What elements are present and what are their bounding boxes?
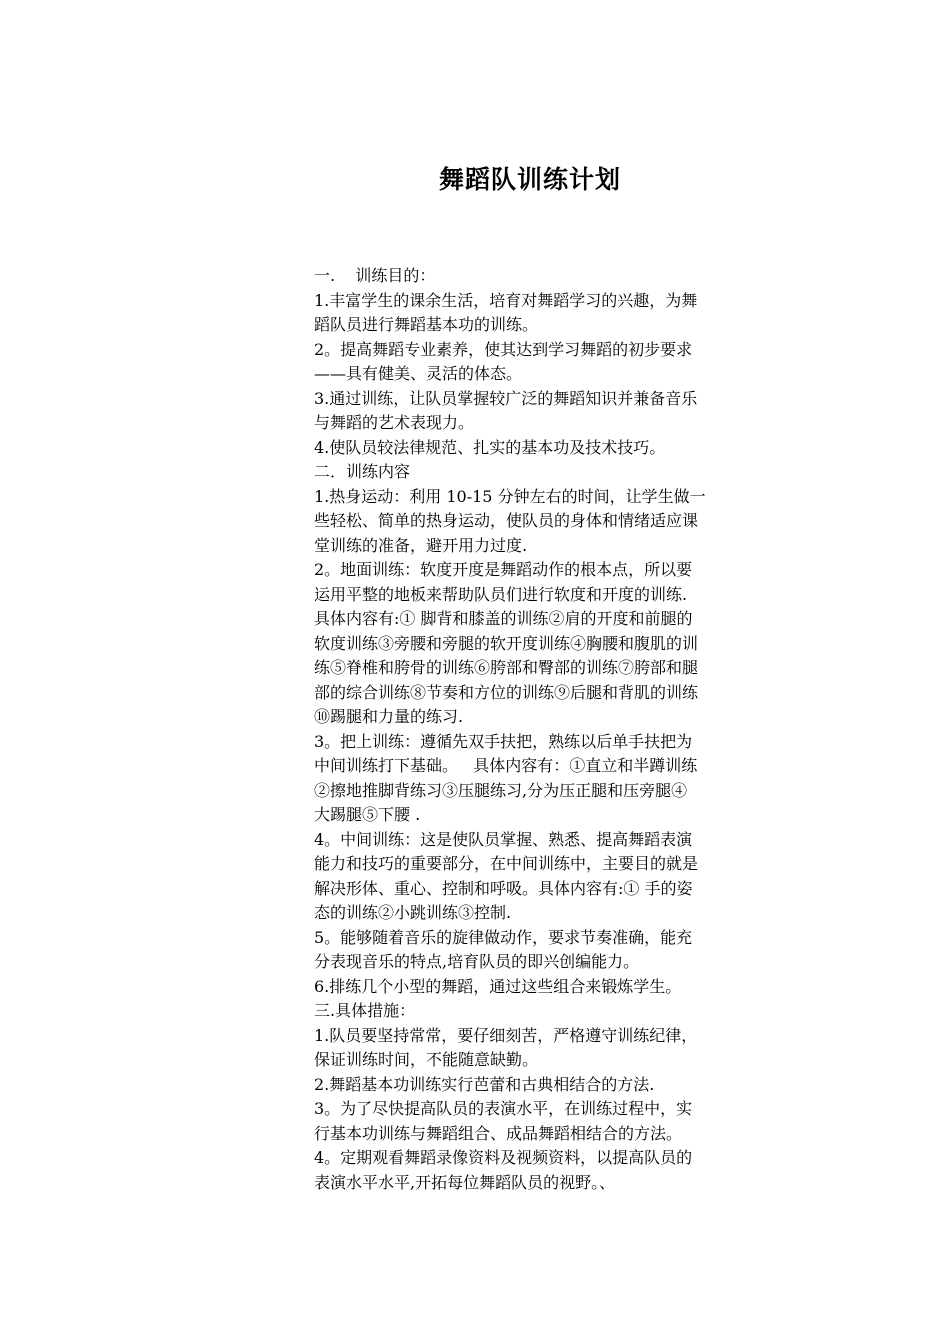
text-line: ⑩踢腿和力量的练习. (314, 707, 464, 726)
document-body (314, 264, 780, 1195)
text-line: 大踢腿⑤下腰 . (314, 805, 421, 824)
text-line: 5。能够随着音乐的旋律做动作，要求节奏准确，能充 (314, 927, 693, 947)
text-line: 3。为了尽快提高队员的表演水平，在训练过程中，实 (314, 1099, 693, 1118)
text-line: 运用平整的地板来帮助队员们进行软度和开度的训练. (314, 584, 688, 604)
text-line: ——具有健美、灵活的体态。 (314, 364, 523, 383)
text-line: 些轻松、简单的热身运动，使队员的身体和情绪适应课 (314, 511, 699, 530)
text-line: 三.具体措施： (314, 1001, 416, 1020)
text-line: 2。提高舞蹈专业素养，使其达到学习舞蹈的初步要求 (314, 339, 693, 359)
text-line: 解决形体、重心、控制和呼吸。具体内容有:① 手的姿 (314, 878, 693, 898)
text-line: 4。定期观看舞蹈录像资料及视频资料，以提高队员的 (314, 1148, 693, 1167)
text-line: 软度训练③旁腰和旁腿的软开度训练④胸腰和腹肌的训 (314, 633, 699, 653)
text-line: 部的综合训练⑧节奏和方位的训练⑨后腿和背肌的训练 (314, 682, 699, 702)
text-line: 1.热身运动：利用 10-15 分钟左右的时间，让学生做一 (314, 486, 706, 506)
text-line: 与舞蹈的艺术表现力。 (314, 413, 475, 432)
text-line: 分表现音乐的特点,培育队员的即兴创编能力。 (314, 952, 640, 971)
text-line: 3。把上训练：遵循先双手扶把，熟练以后单手扶把为 (314, 731, 693, 751)
document-title: 舞蹈队训练计划 (438, 165, 621, 194)
text-line: 4。中间训练：这是使队员掌握、熟悉、提高舞蹈表演 (314, 829, 693, 849)
text-line: 蹈队员进行舞蹈基本功的训练。 (314, 315, 539, 334)
text-line: 一. 训练目的： (314, 266, 436, 285)
text-line: 2.舞蹈基本功训练实行芭蕾和古典相结合的方法. (314, 1074, 655, 1094)
text-line: 二．训练内容 (314, 462, 411, 481)
text-line: 堂训练的准备，避开用力过度. (314, 535, 528, 555)
text-line: 4.使队员较法律规范、扎实的基本功及技术技巧。 (314, 437, 666, 457)
text-line: 2。地面训练：软度开度是舞蹈动作的根本点，所以要 (314, 560, 693, 579)
text-line: 1.丰富学生的课余生活，培育对舞蹈学习的兴趣，为舞 (314, 290, 698, 310)
text-line: 1.队员要坚持常常，要仔细刻苦，严格遵守训练纪律， (314, 1025, 698, 1045)
text-line: 练⑤脊椎和胯骨的训练⑥胯部和臀部的训练⑦胯部和腿 (314, 658, 699, 677)
text-line: 行基本功训练与舞蹈组合、成品舞蹈相结合的方法。 (314, 1123, 683, 1143)
text-line: 中间训练打下基础。 具体内容有：①直立和半蹲训练 (314, 756, 698, 775)
text-line: 能力和技巧的重要部分，在中间训练中，主要目的就是 (314, 854, 699, 873)
text-line: ②擦地推脚背练习③压腿练习,分为压正腿和压旁腿④ (314, 780, 688, 800)
text-line: 态的训练②小跳训练③控制. (314, 903, 512, 922)
text-line: 具体内容有:① 脚背和膝盖的训练②肩的开度和前腿的 (314, 609, 693, 628)
text-line: 保证训练时间，不能随意缺勤。 (314, 1050, 539, 1069)
text-line: 表演水平水平,开拓每位舞蹈队员的视野。、 (314, 1172, 616, 1192)
text-line: 6.排练几个小型的舞蹈，通过这些组合来锻炼学生。 (314, 976, 682, 996)
text-line: 3.通过训练，让队员掌握较广泛的舞蹈知识并兼备音乐 (314, 388, 698, 408)
